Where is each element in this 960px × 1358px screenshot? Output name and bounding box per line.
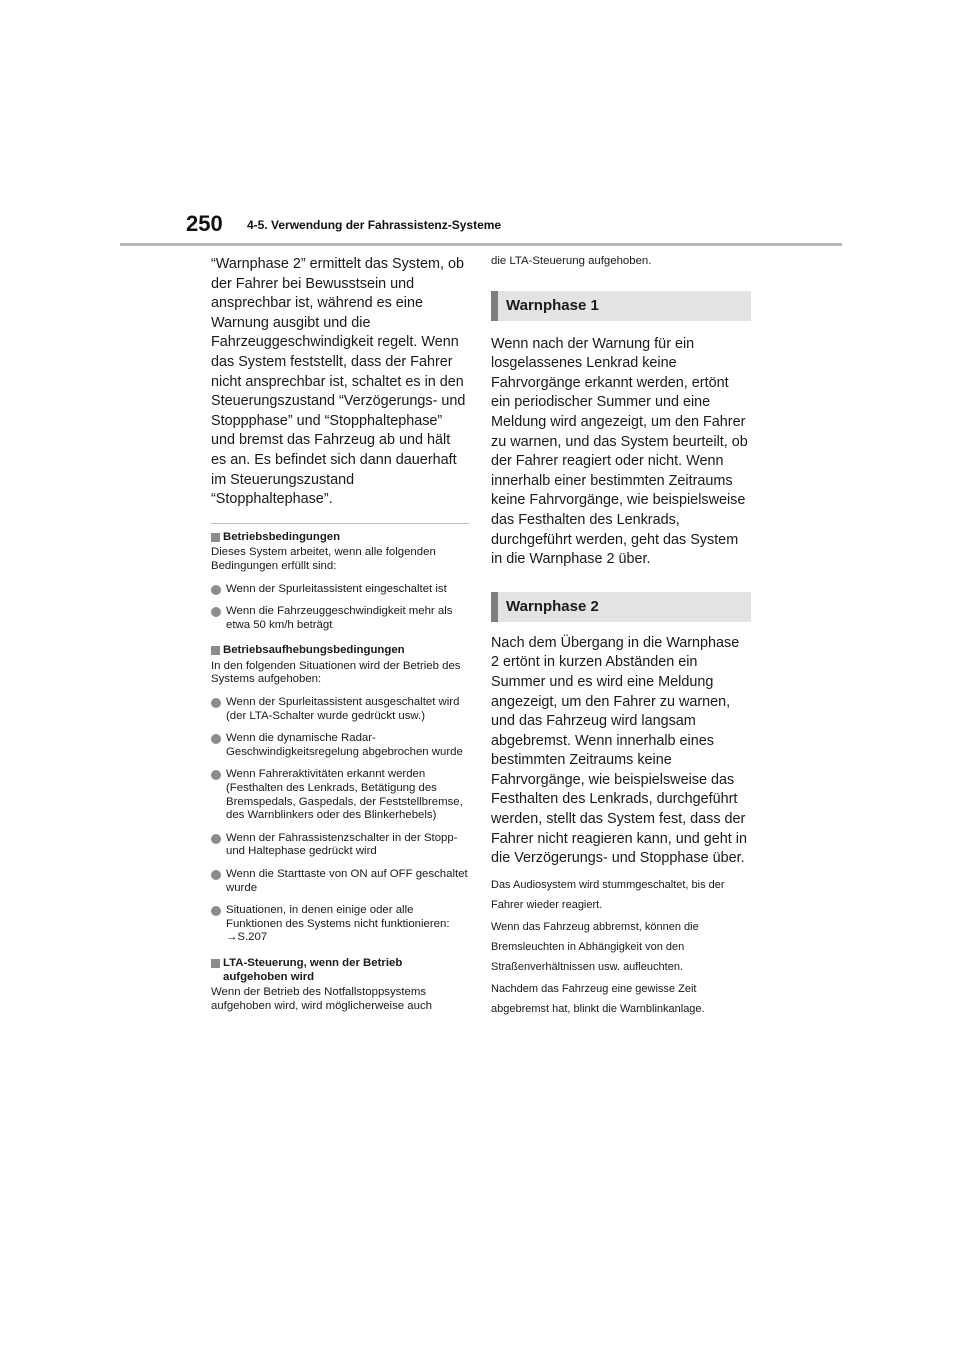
square-bullet-icon [211,533,220,542]
continuation-text: die LTA-Steuerung aufgehoben. [491,255,652,267]
subsection-text: Dieses System arbeitet, wenn alle folgenden Bedingungen erfüllt sind: [211,546,436,572]
round-bullet-icon [211,906,221,916]
subheading-operating-conditions [211,531,469,545]
warning-phase-1-paragraph: Wenn nach der Warnung für ein losgelassenes Lenkrad keine Fahrvorgänge erkannt werden, ertönt ein periodischer Summer und eine Meldung wird angezeigt, um den Fahrer zu warnen, und das System beurteilt, ob der Fahrer reagiert oder nicht. Wenn innerhalb einer bestimmten Zeitraums keine Fahrvorgänge, wie beispielsweise das Festhalten des Lenkrads, durchgeführt werden, geht das System in die Warnphase 2 über. [491,335,748,568]
round-bullet-icon [211,585,221,595]
list-item: Wenn der Fahrassistenzschalter in der Stopp- und Haltephase gedrückt wird [211,832,469,859]
page-number: 250 [186,211,223,236]
note-paragraph: Wenn das Fahrzeug abbremst, können die Bremsleuchten in Abhängigkeit von den Straßenverhältnissen usw. aufleuchten. [491,920,699,973]
list-item: Wenn Fahreraktivitäten erkannt werden (Festhalten des Lenkrads, Betätigung des Bremspedals, Gaspedals, der Feststellbremse, des Warnblinkers oder des Blinkerhebels) [211,768,469,822]
intro-paragraph: “Warnphase 2” ermittelt das System, ob der Fahrer bei Bewusstsein und ansprechbar ist, während es eine Warnung ausgibt und die Fahrzeuggeschwindigkeit regelt. Wenn das System feststellt, dass der Fahrer nicht ansprechbar ist, schaltet es in den Steuerungszustand “Verzögerungs- und Stoppphase” und “Stopphaltephase” und bremst das Fahrzeug ab und hält es an. Es befindet sich dann dauerhaft im Steuerungszustand “Stopphaltephase”. [211,256,466,508]
square-bullet-icon [211,959,220,968]
round-bullet-icon [211,770,221,780]
list-item: Wenn der Spurleitassistent eingeschaltet ist [211,583,469,597]
section-separator [211,523,469,524]
round-bullet-icon [211,734,221,744]
round-bullet-icon [211,607,221,617]
list-item: Wenn die Fahrzeuggeschwindigkeit mehr als etwa 50 km/h beträgt [211,605,469,632]
list-item: Situationen, in denen einige oder alle Funktionen des Systems nicht funktionieren: →S.207 [211,904,469,945]
subheading-text: LTA-Steuerung, wenn der Betrieb aufgehoben wird [223,956,403,983]
heading-warning-phase-1 [491,291,751,321]
square-bullet-icon [211,646,220,655]
right-column [491,255,751,1019]
subheading-text: Betriebsbedingungen [223,530,341,543]
subheading-lta-control [211,957,469,984]
left-column [211,255,469,1013]
subheading-cancel-conditions [211,644,469,658]
round-bullet-icon [211,698,221,708]
list-item: Wenn die dynamische Radar-Geschwindigkeitsregelung abgebrochen wurde [211,732,469,759]
list-item: Wenn der Spurleitassistent ausgeschaltet wird (der LTA-Schalter wurde gedrückt usw.) [211,696,469,723]
page-header [0,0,960,250]
subheading-text: Betriebsaufhebungsbedingungen [223,644,405,657]
list-item: Wenn die Starttaste von ON auf OFF geschaltet wurde [211,868,469,895]
header-rule [120,243,842,246]
heading-text: Warnphase 2 [506,598,599,616]
note-paragraph: Nachdem das Fahrzeug eine gewisse Zeit abgebremst hat, blinkt die Warnblinkanlage. [491,982,705,1015]
warning-phase-2-paragraph: Nach dem Übergang in die Warnphase 2 ertönt in kurzen Abständen ein Summer und es wird eine Meldung angezeigt, um den Fahrer zu warnen, und das Fahrzeug wird langsam abgebremst. Wenn innerhalb eines bestimmten Zeitraums keine Fahrvorgänge, wie beispielsweise das Festhalten des Lenkrads, durchgeführt werden, stellt das System fest, dass der Fahrer nicht reagieren kann, und geht in die Verzögerungs- und Stopphase über. [491,634,747,867]
section-title: 4-5. Verwendung der Fahrassistenz-Systeme [247,218,502,232]
heading-text: Warnphase 1 [506,297,599,315]
round-bullet-icon [211,870,221,880]
subsection-text: In den folgenden Situationen wird der Betrieb des Systems aufgehoben: [211,659,461,686]
subsection-text: Wenn der Betrieb des Notfallstoppsystems aufgehoben wird, wird möglicherweise auch [211,986,432,1012]
heading-warning-phase-2 [491,592,751,622]
round-bullet-icon [211,834,221,844]
note-paragraph: Das Audiosystem wird stummgeschaltet, bis der Fahrer wieder reagiert. [491,878,725,911]
